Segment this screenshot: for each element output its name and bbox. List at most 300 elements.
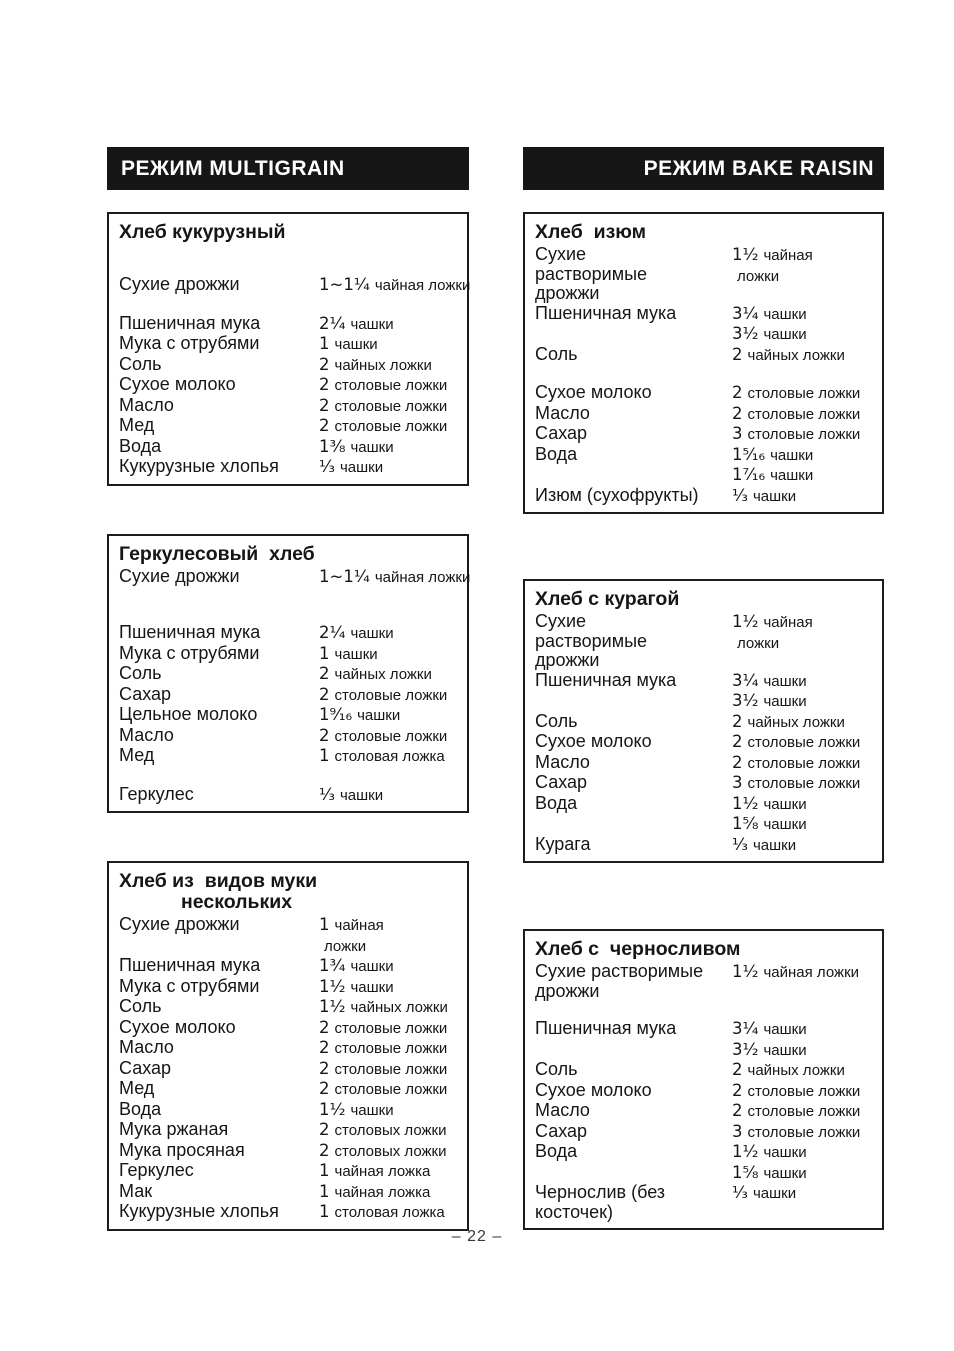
ingredient-name bbox=[535, 1019, 732, 1060]
recipe-title bbox=[535, 589, 872, 610]
amount-qty: 2 bbox=[319, 416, 330, 435]
ingredient-row bbox=[119, 785, 457, 806]
ingredient-name bbox=[535, 404, 732, 425]
ingredient-amount bbox=[732, 383, 872, 404]
recipe-title-line: Хлеб изюм bbox=[535, 221, 647, 243]
amount-unit: чашки bbox=[350, 625, 394, 642]
ingredient-name bbox=[535, 753, 732, 774]
amount-qty: 3¹⁄₂ bbox=[732, 324, 759, 343]
page-number: – 22 – bbox=[451, 1228, 503, 1245]
ingredient-row bbox=[535, 835, 872, 856]
amount-qty: 1 bbox=[319, 1181, 330, 1201]
ingredient-name bbox=[119, 567, 319, 588]
amount-qty: 3¹⁄₂ bbox=[732, 691, 759, 710]
amount-qty: 1 bbox=[319, 746, 330, 765]
ingredient-name-line: Кукурузные хлопья bbox=[119, 456, 279, 476]
ingredient-name-line: Соль bbox=[535, 1059, 578, 1079]
ingredient-row bbox=[535, 753, 872, 774]
amount-qty: 2 bbox=[319, 684, 330, 704]
ingredient-name-line: растворимые bbox=[535, 263, 648, 284]
ingredient-row bbox=[535, 424, 872, 445]
amount-qty: 2 bbox=[732, 752, 743, 772]
ingredient-amount bbox=[732, 1101, 872, 1122]
recipe-title-line: нескольких bbox=[181, 891, 293, 913]
mode-header-bar bbox=[107, 147, 469, 190]
ingredient-row bbox=[535, 304, 872, 345]
ingredient-row bbox=[119, 334, 457, 355]
recipe-ingredients bbox=[535, 612, 872, 855]
ingredient-name-line: Соль bbox=[535, 710, 578, 731]
ingredient-amount bbox=[732, 345, 872, 366]
amount-unit: чашки bbox=[334, 336, 378, 353]
ingredient-amount bbox=[732, 794, 872, 835]
ingredient-amount bbox=[732, 404, 872, 425]
amount-unit: столовые ложки bbox=[747, 426, 861, 443]
ingredient-name bbox=[119, 1100, 319, 1121]
ingredient-row bbox=[119, 746, 457, 767]
amount-unit: чашки bbox=[752, 836, 797, 854]
recipe-title bbox=[535, 939, 872, 960]
amount-qty: 1¹⁄₂ bbox=[319, 976, 346, 996]
recipe-card bbox=[523, 212, 884, 514]
ingredient-amount bbox=[319, 416, 457, 437]
ingredient-row bbox=[535, 1019, 872, 1060]
amount-qty: 2 bbox=[732, 732, 743, 751]
ingredient-name bbox=[119, 997, 319, 1018]
ingredient-row bbox=[535, 773, 872, 794]
ingredient-amount bbox=[319, 1079, 457, 1100]
amount-qty: 1¹⁄₂ bbox=[732, 612, 759, 631]
ingredient-amount bbox=[319, 1182, 457, 1203]
ingredient-name bbox=[119, 314, 319, 335]
ingredient-row bbox=[535, 732, 872, 753]
ingredient-row bbox=[119, 1202, 457, 1223]
recipe-title-line: Геркулесовый хлеб bbox=[119, 542, 315, 565]
amount-unit: столовая ложка bbox=[334, 748, 445, 765]
amount-qty: 2 bbox=[319, 1017, 330, 1037]
amount-unit: чашки bbox=[763, 1041, 807, 1059]
ingredient-name bbox=[119, 416, 319, 437]
ingredient-row bbox=[119, 1059, 457, 1080]
recipe-title bbox=[119, 222, 457, 243]
ingredient-name-line: Мука ржаная bbox=[119, 1119, 229, 1139]
ingredient-name-line: Масло bbox=[535, 1100, 590, 1120]
ingredient-name-line: дрожжи bbox=[535, 650, 600, 670]
amount-unit: чашки bbox=[350, 958, 394, 975]
ingredient-name bbox=[535, 304, 732, 345]
amount-qty: 1¹⁄₂ bbox=[732, 1142, 759, 1161]
ingredient-name bbox=[119, 355, 319, 376]
ingredient-name-line: Вода bbox=[535, 1141, 578, 1161]
amount-qty: 2 bbox=[732, 344, 743, 364]
ingredient-row bbox=[535, 345, 872, 366]
mode-header-label: РЕЖИМ BAKE RAISIN bbox=[643, 156, 874, 180]
ingredient-name bbox=[535, 612, 732, 671]
recipe-title-line: Хлеб кукурузный bbox=[119, 221, 286, 243]
recipe-title-line: Хлеб с черносливом bbox=[535, 938, 741, 960]
ingredient-name bbox=[535, 445, 732, 486]
ingredient-name bbox=[119, 1059, 319, 1080]
amount-unit: столовые ложки bbox=[747, 385, 861, 402]
amount-qty: 2 bbox=[319, 1079, 330, 1098]
ingredient-amount bbox=[319, 1059, 457, 1080]
amount-unit: чашки bbox=[763, 816, 807, 833]
amount-unit: столовые ложки bbox=[747, 734, 861, 751]
ingredient-name-line: Геркулес bbox=[119, 783, 194, 804]
ingredient-row bbox=[535, 794, 872, 835]
amount-qty: 3 bbox=[732, 424, 743, 443]
amount-unit: чашки bbox=[752, 1185, 797, 1202]
ingredient-name-line: Сухое молоко bbox=[535, 1079, 652, 1100]
ingredient-amount bbox=[319, 567, 470, 588]
ingredient-amount bbox=[319, 1018, 457, 1039]
ingredient-name bbox=[119, 705, 319, 726]
ingredient-amount bbox=[732, 773, 872, 794]
ingredient-row bbox=[119, 623, 457, 644]
recipe-ingredients bbox=[535, 962, 872, 1222]
ingredient-name-line: Кукурузные хлопья bbox=[119, 1201, 279, 1221]
amount-unit: чашки bbox=[350, 438, 394, 456]
ingredient-amount bbox=[319, 915, 457, 956]
ingredient-name bbox=[535, 732, 732, 753]
ingredient-name-line: Пшеничная мука bbox=[535, 302, 677, 323]
ingredient-row bbox=[119, 1079, 457, 1100]
ingredient-amount bbox=[732, 1019, 872, 1060]
ingredient-amount bbox=[732, 962, 872, 1001]
ingredient-amount bbox=[732, 671, 872, 712]
ingredient-name-line: Соль bbox=[119, 663, 162, 683]
amount-unit: чайная ложка bbox=[334, 1183, 431, 1201]
ingredient-name bbox=[535, 1081, 732, 1102]
ingredient-row bbox=[119, 375, 457, 396]
ingredient-name-line: Геркулес bbox=[119, 1160, 194, 1180]
ingredient-name-line: Мука с отрубями bbox=[119, 333, 260, 353]
amount-unit: столовые ложки bbox=[334, 418, 448, 435]
ingredient-name-line: Соль bbox=[119, 353, 162, 374]
ingredient-name bbox=[535, 794, 732, 835]
ingredient-name bbox=[119, 664, 319, 685]
ingredient-name bbox=[119, 334, 319, 355]
ingredient-row bbox=[535, 486, 872, 507]
ingredient-name-line: Мед bbox=[119, 745, 155, 765]
amount-qty: 2 bbox=[319, 1120, 330, 1139]
amount-unit: столовые ложки bbox=[747, 775, 861, 792]
ingredient-row bbox=[119, 1100, 457, 1121]
amount-unit: столовые ложки bbox=[334, 1081, 448, 1098]
amount-unit: чашки bbox=[339, 786, 384, 804]
amount-qty: 3¹⁄₄ bbox=[732, 1019, 759, 1038]
amount-qty: 2 bbox=[732, 383, 743, 402]
ingredient-name bbox=[119, 956, 319, 977]
ingredient-row bbox=[119, 644, 457, 665]
amount-unit: чашки bbox=[763, 1164, 807, 1182]
ingredient-name bbox=[119, 1018, 319, 1039]
ingredient-amount bbox=[319, 1141, 457, 1162]
ingredient-name-line: Пшеничная мука bbox=[119, 312, 261, 333]
ingredient-amount bbox=[732, 835, 872, 856]
recipe-title bbox=[119, 544, 457, 565]
ingredient-row bbox=[119, 1120, 457, 1141]
amount-qty: 1 bbox=[319, 915, 330, 934]
amount-unit: столовые ложки bbox=[747, 1103, 861, 1120]
ingredient-row bbox=[119, 1182, 457, 1203]
ingredient-name-line: Вода bbox=[535, 792, 578, 813]
amount-unit: чашки bbox=[763, 326, 807, 343]
ingredient-row bbox=[535, 1183, 872, 1222]
ingredient-name-line: растворимые bbox=[535, 630, 648, 651]
ingredient-name-line: Соль bbox=[535, 343, 578, 364]
ingredient-name-line: Сухие растворимые bbox=[535, 961, 704, 981]
ingredient-name bbox=[119, 623, 319, 644]
amount-unit: чашки bbox=[763, 1144, 807, 1161]
amount-qty: 2 bbox=[319, 1058, 330, 1078]
ingredient-name bbox=[119, 685, 319, 706]
amount-qty: 1⁵⁄₈ bbox=[732, 1162, 759, 1182]
amount-qty: 1⁹⁄₁₆ bbox=[319, 705, 353, 724]
ingredient-name-line: Изюм (сухофрукты) bbox=[535, 484, 699, 505]
ingredient-row bbox=[119, 997, 457, 1018]
ingredient-name-line: Масло bbox=[119, 1037, 174, 1057]
amount-qty: ¹⁄₃ bbox=[319, 457, 335, 476]
amount-unit: ложки bbox=[324, 937, 367, 955]
ingredient-row bbox=[119, 1141, 457, 1162]
ingredient-row bbox=[119, 457, 457, 478]
amount-unit: чашки bbox=[763, 305, 807, 323]
ingredient-name-line: Сахар bbox=[535, 772, 588, 792]
ingredient-name-line: Сахар bbox=[535, 423, 588, 443]
amount-unit: чайная ложки bbox=[374, 568, 471, 586]
ingredient-name bbox=[535, 773, 732, 794]
ingredient-name-line: Мед bbox=[119, 1078, 155, 1098]
amount-unit: столовые ложки bbox=[334, 377, 448, 394]
amount-qty: 2 bbox=[732, 1060, 743, 1079]
ingredient-name bbox=[119, 726, 319, 747]
ingredient-name bbox=[535, 1183, 732, 1222]
amount-qty: 2 bbox=[319, 1038, 330, 1057]
amount-unit: чашки bbox=[763, 672, 807, 690]
ingredient-row bbox=[535, 1142, 872, 1183]
ingredient-name-line: Сухое молоко bbox=[119, 1016, 236, 1037]
amount-qty: 1³⁄₄ bbox=[319, 956, 346, 975]
amount-qty: 1 bbox=[319, 334, 330, 353]
amount-qty: ¹⁄₃ bbox=[732, 485, 748, 505]
ingredient-amount bbox=[319, 1120, 457, 1141]
ingredient-row bbox=[119, 396, 457, 417]
ingredient-name-line: Масло bbox=[535, 402, 590, 423]
ingredient-name bbox=[119, 1079, 319, 1100]
ingredient-name-line: Масло bbox=[119, 394, 174, 415]
amount-qty: 2 bbox=[732, 403, 743, 423]
amount-qty: 1⁷⁄₁₆ bbox=[732, 465, 766, 484]
ingredient-amount bbox=[319, 685, 457, 706]
amount-unit: чайных ложки bbox=[334, 666, 432, 683]
amount-qty: 1³⁄₈ bbox=[319, 436, 346, 456]
amount-qty: 1¹⁄₂ bbox=[732, 962, 759, 981]
ingredient-name bbox=[535, 835, 732, 856]
ingredient-row bbox=[535, 712, 872, 733]
recipe-card bbox=[523, 929, 884, 1230]
ingredient-amount bbox=[732, 486, 872, 507]
ingredient-name bbox=[119, 1038, 319, 1059]
amount-qty: 1⁵⁄₁₆ bbox=[732, 444, 766, 464]
ingredient-amount bbox=[319, 314, 457, 335]
ingredient-row bbox=[535, 1101, 872, 1122]
column-multigrain bbox=[107, 147, 469, 1231]
ingredient-name-line: Пшеничная мука bbox=[535, 1018, 677, 1038]
amount-qty: 3¹⁄₂ bbox=[732, 1039, 759, 1059]
amount-unit: ложки bbox=[737, 634, 780, 652]
amount-qty: 2 bbox=[319, 395, 330, 415]
amount-unit: чашки bbox=[350, 978, 394, 996]
recipe-card bbox=[107, 212, 469, 486]
ingredient-amount bbox=[319, 956, 457, 977]
amount-qty: 1¹⁄₂ bbox=[732, 245, 759, 264]
amount-unit: чашки bbox=[770, 446, 814, 464]
ingredient-name bbox=[535, 1142, 732, 1183]
amount-unit: чайная bbox=[334, 917, 384, 934]
ingredient-name bbox=[119, 375, 319, 396]
amount-qty: ¹⁄₃ bbox=[732, 834, 748, 854]
recipe-ingredients bbox=[535, 245, 872, 506]
ingredient-name-line: Масло bbox=[535, 751, 590, 772]
amount-unit: чайных ложки bbox=[334, 356, 432, 374]
amount-qty: 1¹⁄₂ bbox=[732, 793, 759, 813]
amount-qty: 2¹⁄₄ bbox=[319, 313, 346, 333]
amount-qty: 2 bbox=[319, 375, 330, 394]
ingredient-name-line: Курага bbox=[535, 833, 591, 854]
ingredient-name-line: Пшеничная мука bbox=[119, 622, 261, 642]
ingredient-name bbox=[535, 1101, 732, 1122]
ingredient-amount bbox=[319, 375, 457, 396]
amount-qty: 1 bbox=[319, 1161, 330, 1180]
ingredient-name bbox=[535, 671, 732, 712]
amount-unit: столовые ложки bbox=[747, 754, 861, 772]
ingredient-row bbox=[119, 977, 457, 998]
ingredient-amount bbox=[319, 644, 457, 665]
amount-qty: 2 bbox=[319, 1140, 330, 1160]
ingredient-name bbox=[119, 1141, 319, 1162]
ingredient-name-line: Мак bbox=[119, 1180, 153, 1201]
ingredient-row bbox=[535, 612, 872, 671]
column-bake-raisin bbox=[523, 147, 884, 1230]
ingredient-name-line: Вода bbox=[119, 435, 162, 456]
ingredient-amount bbox=[319, 785, 457, 806]
amount-unit: чашки bbox=[763, 1021, 807, 1038]
amount-unit: столовых ложки bbox=[334, 1142, 447, 1160]
ingredient-name-line: дрожжи bbox=[535, 980, 600, 1001]
ingredient-amount bbox=[319, 623, 457, 644]
ingredient-name bbox=[535, 383, 732, 404]
ingredient-amount bbox=[732, 245, 872, 304]
amount-unit: чашки bbox=[350, 1101, 394, 1119]
ingredient-name bbox=[535, 424, 732, 445]
ingredient-amount bbox=[319, 997, 457, 1018]
ingredient-name-line: дрожжи bbox=[535, 283, 600, 303]
amount-unit: столовые ложки bbox=[747, 1123, 861, 1141]
ingredient-amount bbox=[319, 275, 470, 296]
ingredient-name bbox=[535, 345, 732, 366]
ingredient-name-line: Сухие дрожжи bbox=[119, 274, 240, 294]
ingredient-amount bbox=[319, 746, 457, 767]
ingredient-amount bbox=[319, 396, 457, 417]
amount-qty: 3¹⁄₄ bbox=[732, 670, 759, 690]
ingredient-row bbox=[119, 915, 457, 956]
amount-unit: чашки bbox=[763, 795, 807, 813]
ingredient-name-line: Мука с отрубями bbox=[119, 642, 260, 663]
mode-header-bar bbox=[523, 147, 884, 190]
ingredient-row bbox=[119, 726, 457, 747]
ingredient-name-line: Сухое молоко bbox=[535, 731, 652, 751]
amount-unit: чашки bbox=[763, 693, 807, 710]
ingredient-row bbox=[535, 1081, 872, 1102]
ingredient-name-line: Сахар bbox=[119, 683, 172, 704]
amount-unit: столовые ложки bbox=[334, 727, 448, 745]
ingredient-name-line: Сухие дрожжи bbox=[119, 914, 240, 934]
amount-unit: столовые ложки bbox=[334, 686, 448, 704]
ingredient-row bbox=[119, 416, 457, 437]
ingredient-row bbox=[119, 1161, 457, 1182]
ingredient-row bbox=[119, 685, 457, 706]
amount-qty: ¹⁄₃ bbox=[732, 1183, 748, 1202]
amount-qty: 2 bbox=[319, 664, 330, 683]
ingredient-name-line: косточек) bbox=[535, 1201, 614, 1222]
ingredient-name bbox=[119, 785, 319, 806]
amount-qty: 1¹⁄₂ bbox=[319, 1099, 346, 1119]
ingredient-row bbox=[535, 962, 872, 1001]
ingredient-name-line: Мука просяная bbox=[119, 1139, 245, 1160]
ingredient-name bbox=[119, 977, 319, 998]
ingredient-name-line: Сухое молоко bbox=[535, 382, 652, 402]
amount-unit: чашки bbox=[339, 459, 384, 476]
ingredient-row bbox=[119, 565, 471, 588]
ingredient-name bbox=[119, 915, 319, 956]
ingredient-name-line: Масло bbox=[119, 724, 174, 745]
amount-unit: чашки bbox=[334, 645, 378, 663]
amount-unit: столовые ложки bbox=[334, 1060, 448, 1078]
ingredient-name-line: Сахар bbox=[535, 1120, 588, 1141]
recipe-card bbox=[107, 861, 469, 1231]
amount-unit: чайная ложки bbox=[763, 964, 860, 981]
ingredient-name bbox=[119, 437, 319, 458]
amount-qty: 3 bbox=[732, 773, 743, 792]
amount-qty: 1⁵⁄₈ bbox=[732, 814, 759, 833]
ingredient-name-line: Мед bbox=[119, 415, 155, 435]
ingredient-name bbox=[119, 457, 319, 478]
ingredient-row bbox=[119, 705, 457, 726]
ingredient-amount bbox=[319, 977, 457, 998]
amount-unit: чайных ложки bbox=[350, 999, 448, 1016]
amount-unit: чайная bbox=[763, 247, 813, 264]
amount-qty: 2 bbox=[319, 354, 330, 374]
amount-unit: чайная ложки bbox=[374, 277, 471, 294]
recipe-ingredients bbox=[119, 915, 457, 1223]
amount-unit: столовые ложки bbox=[747, 1082, 861, 1100]
ingredient-name bbox=[119, 1182, 319, 1203]
ingredient-name bbox=[535, 712, 732, 733]
ingredient-name-line: Сахар bbox=[119, 1057, 172, 1078]
ingredient-name-line: Сухие дрожжи bbox=[119, 565, 240, 586]
ingredient-name bbox=[119, 396, 319, 417]
amount-qty: 3¹⁄₄ bbox=[732, 303, 759, 323]
ingredient-row bbox=[119, 274, 471, 296]
mode-header-label: РЕЖИМ MULTIGRAIN bbox=[121, 156, 345, 180]
amount-unit: чайных ложки bbox=[747, 1062, 845, 1079]
ingredient-amount bbox=[732, 753, 872, 774]
amount-unit: чашки bbox=[770, 467, 814, 484]
ingredient-row bbox=[535, 383, 872, 404]
ingredient-amount bbox=[732, 1142, 872, 1183]
recipe-ingredients bbox=[119, 274, 471, 478]
